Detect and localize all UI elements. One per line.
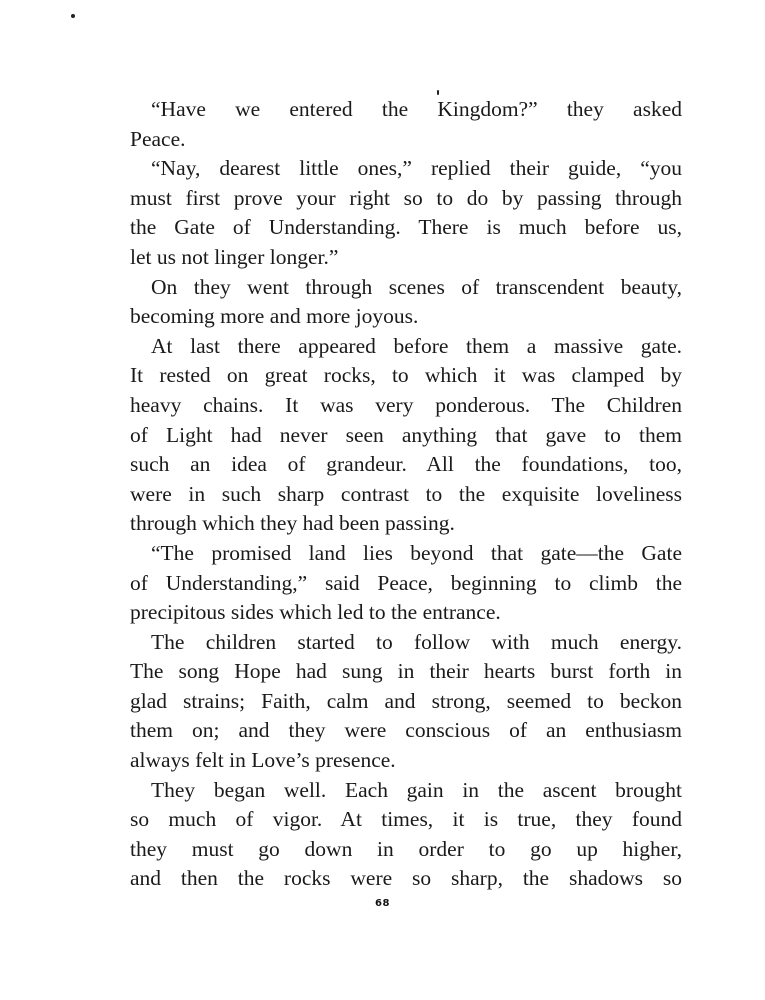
text-line: let us not linger longer.” (130, 244, 339, 269)
text-line: becoming more and more joyous. (130, 304, 419, 329)
text-line: heavy chains. It was very ponderous. The Children (130, 392, 682, 417)
ink-speck (71, 14, 75, 18)
text-line: of Understanding,” said Peace, beginning to climb the (130, 570, 682, 595)
text-line: such an idea of grandeur. All the foundations, too, (130, 452, 682, 477)
text-line: were in such sharp contrast to the exquisite loveliness (130, 481, 682, 506)
body-text (130, 95, 682, 894)
text-line: of Light had never seen anything that gave to them (130, 422, 682, 447)
text-line: Peace. (130, 126, 186, 151)
text-line: “Have we entered the Kingdom?” they asked (151, 97, 682, 121)
text-line: so much of vigor. At times, it is true, they found (130, 807, 682, 832)
text-line: always felt in Love’s presence. (130, 748, 396, 773)
page-number: 68 (375, 898, 390, 909)
text-line: The song Hope had sung in their hearts burst forth in (130, 659, 682, 684)
text-line: “Nay, dearest little ones,” replied their guide, “you (151, 156, 682, 181)
text-line: “The promised land lies beyond that gate—the Gate (151, 540, 682, 565)
text-line: the Gate of Understanding. There is much before us, (130, 215, 682, 240)
text-line: They began well. Each gain in the ascent brought (151, 777, 682, 802)
text-line: they must go down in order to go up higher, (130, 836, 682, 861)
text-line: precipitous sides which led to the entrance. (130, 600, 501, 625)
text-line: must first prove your right so to do by passing through (130, 185, 682, 210)
text-line: On they went through scenes of transcendent beauty, (151, 274, 682, 299)
text-line: them on; and they were conscious of an enthusiasm (130, 718, 682, 743)
text-line: At last there appeared before them a massive gate. (151, 333, 682, 358)
text-line: through which they had been passing. (130, 511, 455, 536)
text-line: and then the rocks were so sharp, the shadows so (130, 866, 682, 891)
text-line: The children started to follow with much energy. (151, 629, 682, 654)
text-line: It rested on great rocks, to which it was clamped by (130, 363, 682, 388)
text-line: glad strains; Faith, calm and strong, seemed to beckon (130, 688, 682, 713)
